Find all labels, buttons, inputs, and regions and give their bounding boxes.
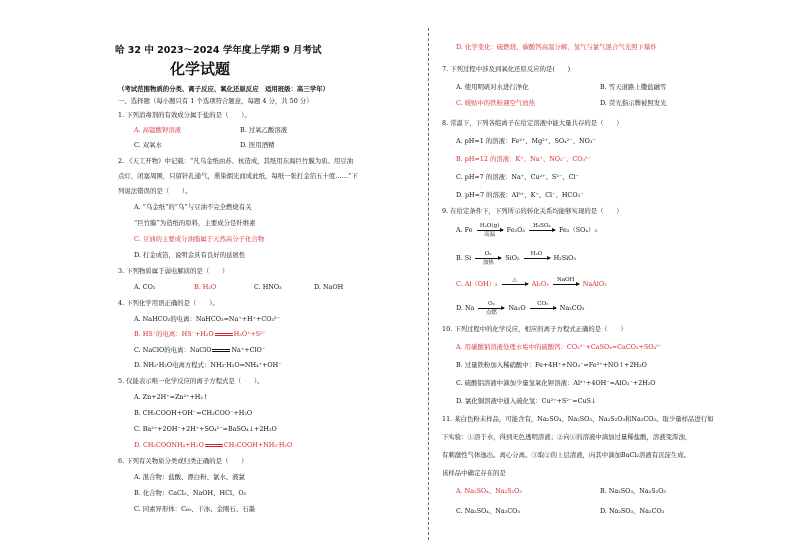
option-5d: D. CH₃COONH₄+H₂O CH₃COOH+NH₃·H₂O: [134, 441, 293, 449]
option-6c: C. 同素异形体：C₆₀、干冰、金刚石、石墨: [134, 505, 255, 513]
option-3b: B. H₂O: [194, 283, 217, 291]
option-6d: D. 化学变化：硫燃烧、碳酸钙高温分解、氢气与氯气混合气光照下爆炸: [456, 43, 657, 51]
option-7b: B. 雪天道路上撒盐融雪: [600, 83, 667, 91]
option-5c: C. Ba²⁺+2OH⁻+2H⁺+SO₄²⁻=BaSO₄↓+2H₂O: [134, 425, 277, 433]
option-1c: C. 双氧水: [134, 141, 162, 149]
option-4b: B. HS⁻的电离：HS⁻+H₂O H₃O⁺+S²⁻: [134, 330, 267, 338]
option-1d: D. 医用酒精: [240, 141, 275, 149]
question-2-line2: 点灯，闭塞周围，只留针孔通气，熏染烟光而成此纸，每纸一张打金箔五十度……”下: [118, 172, 358, 180]
option-5b: B. CH₃COOH+OH⁻=CH₃COO⁻+H₂O: [134, 409, 253, 417]
question-11-line2: 下实验：①溶于水，得到无色透明溶液；②向①的溶液中滴加过量稀盐酸，溶液变浑浊，: [442, 433, 692, 441]
question-11-line4: 该样品中确定存在的是: [442, 469, 506, 477]
exam-title: 哈 32 中 2023～2024 学年度上学期 9 月考试: [115, 45, 322, 56]
option-2c: C. 豆油的主要成分油脂属于天然高分子化合物: [134, 235, 265, 243]
question-4: 4. 下列化学用语正确的是（ ）。: [118, 299, 219, 307]
option-7a: A. 使用明矾对水进行净化: [456, 83, 529, 91]
option-4d: D. NH₃·H₂O电离方程式：NH₃·H₂O=NH₄⁺+OH⁻: [134, 361, 282, 369]
reaction-arrow: H₂O(g) 高温: [477, 224, 503, 236]
column-divider: [428, 28, 429, 540]
option-4a: A. NaHCO₃的电离：NaHCO₃=Na⁺+H⁺+CO₃²⁻: [134, 315, 280, 323]
question-11-line3: 有刺激性气体逸出。离心分离。③取②的上层清液，向其中滴加BaCl₂溶液有沉淀生成。: [442, 451, 691, 459]
reaction-arrow: O₂ 加热: [475, 252, 501, 264]
option-11c: C. Na₂SO₄、Na₂CO₃: [456, 507, 520, 515]
reaction-arrow: NaOH: [553, 278, 579, 290]
option-10d: D. 氯化铜溶液中通入硫化氢：Cu²⁺+S²⁻=CuS↓: [456, 397, 597, 405]
option-8b: B. pH=12 的溶液：K⁺、Na⁺、NO₃⁻、CO₃²⁻: [456, 155, 591, 163]
equilibrium-sign: [215, 333, 233, 336]
question-2-line1: 2. 《天工开物》中记载：“凡乌金纸由苏、杭造成，其纸用东海巨竹膜为质。用豆油: [118, 157, 354, 165]
question-5: 5. 仅能表示唯一化学反应的离子方程式是（ ）。: [118, 377, 264, 385]
question-10: 10. 下列过程中的化学反应，相应的离子方程式正确的是（ ）: [442, 325, 627, 333]
option-11d: D. Na₂SO₃、Na₂CO₃: [600, 507, 665, 515]
option-9d: D. Na O₂ 点燃 Na₂O CO₂ Na₂CO₃: [456, 301, 585, 316]
question-6: 6. 下列有关物质分类或归类正确的是（ ）: [118, 457, 248, 465]
question-8: 8. 常温下，下列各组离子在给定溶液中能大量共存的是（ ）: [442, 119, 623, 127]
option-9b: B. Si O₂ 加热 SiO₂ H₂O H₂SiO₃: [456, 251, 576, 266]
option-3c: C. HNO₃: [254, 283, 282, 291]
option-3a: A. CO₂: [134, 283, 156, 291]
option-4c: C. NaClO的电离：NaClO Na⁺+ClO⁻: [134, 346, 266, 354]
question-7: 7. 下列过程中涉及到氧化还原反应的是( ): [442, 65, 571, 73]
option-1b: B. 过氧乙酸溶液: [240, 126, 288, 134]
option-6b: B. 化合物：CaCl₂、NaOH、HCl、O₂: [134, 489, 247, 497]
equilibrium-sign: [212, 349, 230, 352]
equilibrium-sign: [205, 444, 223, 447]
option-11b: B. Na₂SO₃、Na₂S₂O₃: [600, 487, 666, 495]
option-7c: C. 暖贴中的铁粉遇空气放热: [456, 99, 536, 107]
option-1a: A. 高锰酸钾溶液: [134, 126, 182, 134]
option-7d: D. 荧光指示牌被照发光: [600, 99, 667, 107]
question-3: 3. 下列物质属于弱电解质的是（ ）: [118, 267, 229, 275]
option-10a: A. 用碳酸钠溶液处理水垢中的硫酸钙：CO₃²⁻+CaSO₄=CaCO₃+SO₄²⁻: [456, 343, 663, 351]
option-10b: B. 过量铁粉加入稀硝酸中：Fe+4H⁺+NO₃⁻=Fe³⁺+NO↑+2H₂O: [456, 361, 647, 369]
option-11a: A. Na₂SO₄、Na₂S₂O₃: [456, 487, 522, 495]
question-1: 1. 下列消毒剂的有效成分属于盐的是（ ）。: [118, 111, 251, 119]
section-heading: 一、选择题（每小题只有 1 个选项符合题意，每题 4 分，共 50 分）: [118, 97, 313, 105]
option-3d: D. NaOH: [314, 283, 344, 291]
option-8a: A. pH=1 的溶液：Fe²⁺、Mg²⁺、SO₄²⁻、NO₃⁻: [456, 137, 596, 145]
option-6a: A. 混合物：盐酸、漂白粉、氯水、液氯: [134, 473, 245, 481]
reaction-arrow: △: [502, 278, 528, 290]
option-9a: A. Fe H₂O(g) 高温 Fe₂O₃ H₂SO₄ Fe₂（SO₄）₃: [456, 223, 597, 238]
option-8d: D. pH=7 的溶液：Al³⁺、K⁺、Cl⁻、HCO₃⁻: [456, 191, 584, 199]
question-2-line3: 列说法错误的是（ ）。: [118, 187, 192, 195]
question-9: 9. 在给定条件下，下列所示的转化关系均能够实现的是（ ）: [442, 207, 623, 215]
reaction-arrow: H₂O: [524, 252, 550, 264]
option-2a: A. “乌金纸”的“乌”与豆油不完全燃烧有关: [134, 203, 252, 211]
option-9c: C. Al（OH）₃ △ Al₂O₃ NaOH NaAlO₂: [456, 277, 607, 288]
option-5a: A. Zn+2H⁺=Zn²⁺+H₂↑: [134, 393, 209, 401]
reaction-arrow: H₂SO₄: [529, 224, 555, 236]
option-2d: D. 打金成箔，说明金具有良好的延展性: [134, 251, 246, 259]
question-11-line1: 11. 某白色粉末样品，可能含有，Na₂SO₄、Na₂SO₃、Na₂S₂O₃和Na₂CO₃。取少量样品进行如: [442, 415, 714, 423]
reaction-arrow: CO₂: [530, 302, 556, 314]
option-8c: C. pH=7 的溶液：Na⁺、Cu²⁺、S²⁻、Cl⁻: [456, 173, 579, 181]
subject-title: 化学试题: [170, 60, 231, 78]
option-2b: “巨竹膜”为造纸的原料，主要成分是纤维素: [134, 219, 256, 227]
reaction-arrow: O₂ 点燃: [478, 302, 504, 314]
option-10c: C. 硫酸铝溶液中滴加少量氢氧化钾溶液：Al³⁺+4OH⁻=AlO₂⁻+2H₂O: [456, 379, 656, 387]
exam-scope: （考试范围物质的分类、离子反应、氧化还原反应 适用班级：高三学年）: [118, 85, 329, 93]
